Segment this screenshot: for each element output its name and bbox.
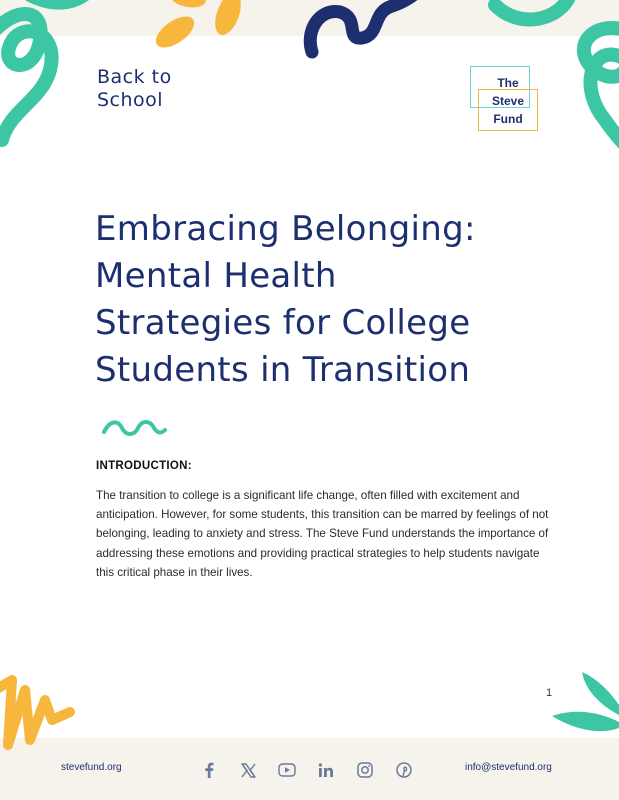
title-line-1: Embracing Belonging: (95, 209, 476, 249)
tag-line-1: Back to (97, 66, 172, 88)
pinterest-icon[interactable] (393, 759, 415, 781)
title-line-4: Students in Transition (95, 350, 471, 390)
facebook-icon[interactable] (198, 759, 220, 781)
linkedin-icon[interactable] (315, 759, 337, 781)
youtube-icon[interactable] (276, 759, 298, 781)
logo-line-1: The (497, 76, 519, 90)
yellow-zigzag-bottom-left (0, 680, 70, 745)
page-number: 1 (546, 687, 553, 699)
back-to-school-tag (97, 66, 217, 112)
footer-website-link[interactable]: stevefund.org (61, 762, 122, 773)
document-title (95, 206, 535, 394)
social-icons (198, 759, 415, 781)
top-band (0, 0, 619, 36)
instagram-icon[interactable] (354, 759, 376, 781)
footer-email-link[interactable]: info@stevefund.org (465, 762, 552, 773)
teal-wave-divider (104, 422, 165, 434)
tag-line-2: School (97, 89, 164, 111)
title-line-2: Mental Health (95, 256, 337, 296)
x-icon[interactable] (237, 759, 259, 781)
teal-leaves-bottom-right (552, 672, 619, 731)
steve-fund-logo (470, 66, 538, 132)
logo-line-3: Fund (493, 112, 523, 126)
introduction-paragraph: The transition to college is a significant life change, often filled with excitement and anticipation. However, for some students, this transition can be marred by feelings of not belonging, leading to anxiety and stress. The Steve Fund understands the importance of addressing these emotions and providing practical strategies to help students navigate this critical phase in their lives. (96, 489, 549, 579)
logo-text (470, 74, 546, 128)
logo-line-2: Steve (491, 94, 525, 108)
introduction-heading: INTRODUCTION: (96, 460, 192, 472)
title-line-3: Strategies for College (95, 303, 471, 343)
